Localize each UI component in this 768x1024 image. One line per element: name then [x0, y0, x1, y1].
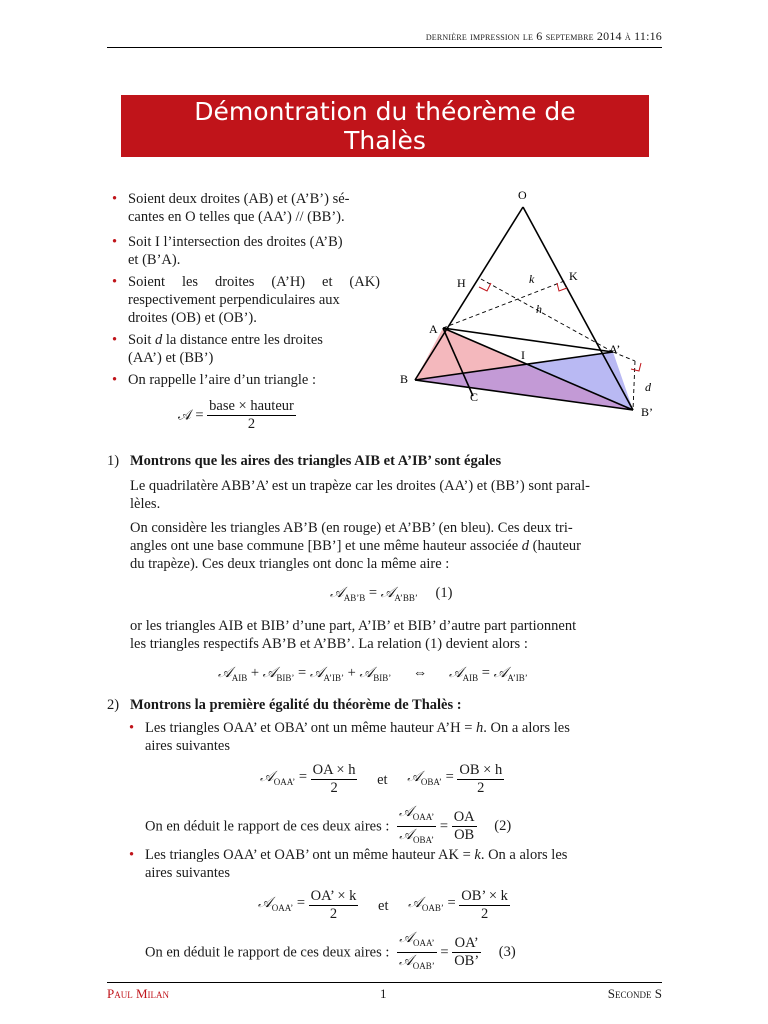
bullet-4-line-1: Soit d la distance entre les droites	[128, 332, 323, 348]
s1-p1-line-1: Le quadrilatère ABB’A’ est un trapèze car les droites (AA’) et (BB’) sont paral-	[130, 478, 590, 494]
section-2-number: 2)	[107, 697, 120, 713]
formula-row-2: 𝒜$_{OAA’}$ = $\frac{OA’ \times k}{2}$ et 𝒜$_{OAB’}$ = $\frac{OB’ \times k}{2}$	[258, 888, 508, 922]
area-denominator: 2	[247, 416, 256, 432]
ratio-row-2: On en déduit le rapport de ces deux aires : $\frac{𝒜_{OAA’}}{𝒜_{OAB’}}$ = $\frac{OA’}{OB’}$ (3)	[145, 930, 516, 975]
bullet-dot: •	[112, 274, 118, 290]
bullet-3-line-2: respectivement perpendiculaires aux	[128, 292, 340, 308]
title-line-1: Démontration du théorème de	[194, 97, 576, 126]
s2-b2-line-2: aires suivantes	[145, 865, 230, 881]
section-2-bullet-1	[129, 719, 660, 755]
equation-2-tag: (2)	[494, 818, 512, 835]
label-I: I	[521, 348, 525, 362]
ratio-2-area-fraction: $\frac{𝒜_{OAA’}}{𝒜_{OAB’}}$	[399, 930, 435, 971]
bullet-1-line-2: cantes en O telles que (AA’) // (BB’).	[128, 209, 345, 225]
equivalence-symbol: ⇔	[412, 665, 428, 681]
bullet-1	[112, 190, 380, 226]
section-1-paragraph-2	[130, 519, 660, 573]
bullet-dot: •	[112, 332, 118, 348]
title-line-2: Thalès	[344, 126, 426, 155]
equation-1-tag: (1)	[435, 585, 453, 601]
label-C: C	[470, 390, 479, 404]
bullet-3-line-1: Soient les droites (A’H) et (AK)	[128, 274, 380, 290]
ratio-2-text: On en déduit le rapport de ces deux aires :	[145, 944, 390, 961]
section-1-paragraph-3	[130, 617, 660, 653]
title-box	[121, 95, 649, 157]
label-Ap: A’	[609, 342, 621, 356]
bullet-5-line-1: On rappelle l’aire d’un triangle :	[128, 372, 317, 388]
label-k: k	[529, 272, 535, 286]
right-angle-d	[631, 363, 641, 371]
bullet-dot: •	[129, 720, 135, 736]
and-word: et	[377, 771, 388, 788]
label-h: h	[536, 302, 542, 316]
s2-b1-line-2: aires suivantes	[145, 738, 230, 754]
area-fraction	[207, 398, 296, 433]
equation-1: 𝒜$_{AB’B}$ = 𝒜$_{A’BB’}$ (1)	[330, 585, 453, 603]
formula-row-1: 𝒜$_{OAA’}$ = $\frac{OA \times h}{2}$ et 𝒜$_{OBA’}$ = $\frac{OB \times h}{2}$	[260, 762, 503, 796]
bullet-5	[112, 371, 380, 389]
bullet-2-line-1: Soit I l’intersection des droites (A’B)	[128, 234, 343, 250]
area-numerator: base × hauteur	[209, 398, 294, 414]
equation-3-tag: (3)	[498, 944, 516, 961]
s1-p3-line-2: les triangles respectifs AB’B et A’BB’. La relation (1) devient alors :	[130, 636, 528, 652]
footer-page-number: 1	[380, 986, 387, 1001]
ratio-1-area-fraction: $\frac{𝒜_{OAA’}}{𝒜_{OBA’}}$	[399, 804, 435, 845]
bullet-1-line-1: Soient deux droites (AB) et (A’B’) sé-	[128, 191, 350, 207]
footer-level: Seconde S	[607, 986, 662, 1001]
bullet-dot: •	[112, 191, 118, 207]
section-1-paragraph-1	[130, 477, 660, 513]
bullet-4	[112, 331, 380, 367]
area-formula	[178, 398, 296, 433]
bullet-4-line-2: (AA’) et (BB’)	[128, 350, 214, 366]
bullet-dot: •	[112, 372, 118, 388]
fraction-OB-h: $\frac{OB \times h}{2}$	[459, 762, 503, 796]
s1-p2-line-1: On considère les triangles AB’B (en rouge) et A’BB’ (en bleu). Ces deux tri-	[130, 520, 573, 536]
right-angle-H	[479, 283, 491, 291]
height-d	[633, 361, 635, 410]
fraction-OAp-k: $\frac{OA’ \times k}{2}$	[310, 888, 357, 922]
ratio-1-length-fraction: $\frac{OA}{OB}$	[453, 808, 475, 843]
bullet-3	[112, 273, 380, 327]
fraction-OA-h: $\frac{OA \times h}{2}$	[312, 762, 356, 796]
label-A: A	[429, 322, 438, 336]
label-O: O	[518, 188, 527, 202]
label-d: d	[645, 380, 651, 394]
height-ApH	[481, 279, 613, 352]
label-H: H	[457, 276, 466, 290]
section-1-number: 1)	[107, 453, 120, 469]
ratio-row-1: On en déduit le rapport de ces deux aires : $\frac{𝒜_{OAA’}}{𝒜_{OBA’}}$ = $\frac{OA}{OB}$ (2)	[145, 804, 511, 849]
bullet-dot: •	[112, 234, 118, 250]
bullet-3-line-3: droites (OB) et (OB’).	[128, 310, 257, 326]
equation-2: 𝒜$_{AIB}$ + 𝒜$_{BIB’}$ = 𝒜$_{A’IB’}$ + 𝒜$_{BIB’}$ ⇔ 𝒜$_{AIB}$ = 𝒜$_{A’IB’}$	[218, 665, 528, 683]
bullet-2-line-2: et (B’A).	[128, 252, 181, 268]
s1-p2-line-2: angles ont une base commune [BB’] et une même hauteur associée d (hauteur	[130, 538, 581, 554]
label-K: K	[569, 269, 578, 283]
s1-p3-line-1: or les triangles AIB et BIB’ d’une part, A’IB’ et BIB’ d’autre part partionnent	[130, 618, 577, 634]
section-1-heading: Montrons que les aires des triangles AIB et A’IB’ sont égales	[130, 453, 502, 469]
ratio-1-text: On en déduit le rapport de ces deux aires :	[145, 818, 390, 835]
section-2-heading: Montrons la première égalité du théorème de Thalès :	[130, 697, 462, 713]
label-Bp: B’	[641, 405, 653, 419]
area-lhs: 𝒜 =	[178, 407, 204, 424]
bullet-dot: •	[129, 847, 135, 863]
s1-p2-line-3: du trapèze). Ces deux triangles ont donc la même aire :	[130, 556, 450, 572]
ratio-2-length-fraction: $\frac{OA’}{OB’}$	[454, 934, 480, 969]
s1-p1-line-2: lèles.	[130, 496, 161, 512]
section-2-bullet-2	[129, 846, 660, 882]
fraction-OBp-k: $\frac{OB’ \times k}{2}$	[461, 888, 508, 922]
s2-b2-line-1: Les triangles OAA’ et OAB’ ont un même hauteur AK = k. On a alors les	[145, 847, 568, 863]
page-header: dernière impression le 6 septembre 2014 à 11:16	[425, 29, 662, 43]
header-rule	[107, 47, 662, 48]
s2-b1-line-1: Les triangles OAA’ et OBA’ ont un même hauteur A’H = h. On a alors les	[145, 720, 570, 736]
and-word: et	[378, 897, 389, 914]
label-B: B	[400, 372, 409, 386]
thales-figure	[395, 185, 665, 430]
footer-author: Paul Milan	[107, 986, 170, 1001]
footer-rule	[107, 982, 662, 983]
bullet-2	[112, 233, 380, 269]
